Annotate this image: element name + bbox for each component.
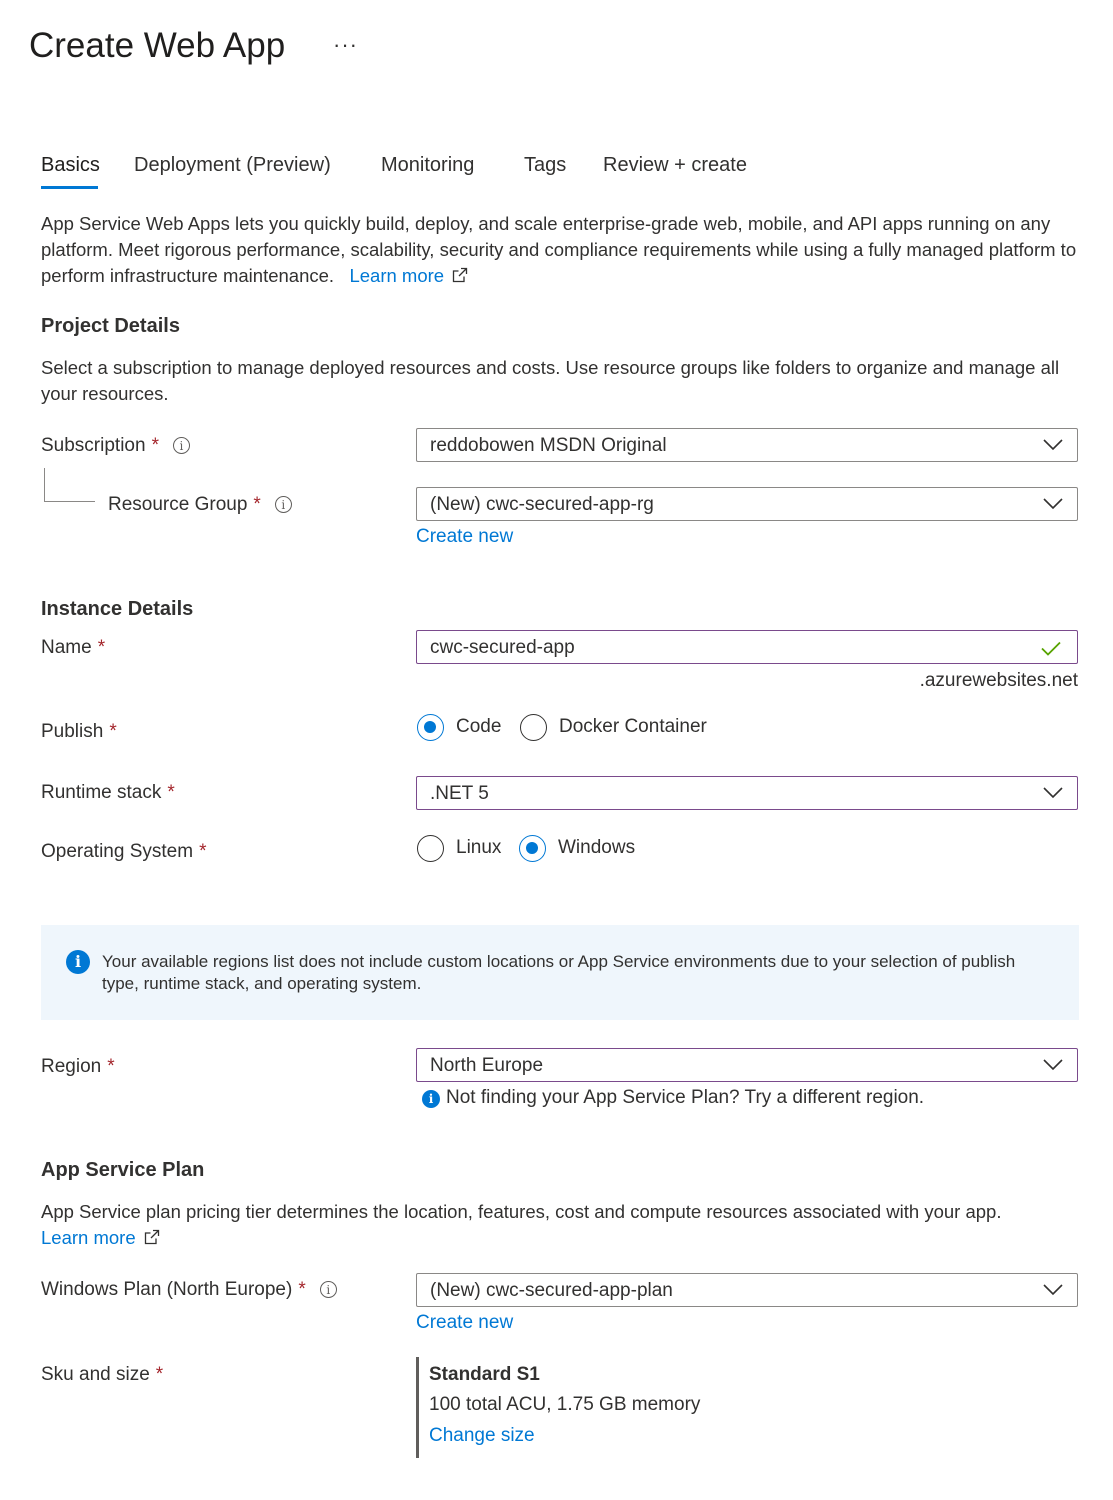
app-service-plan-heading: App Service Plan (41, 1159, 205, 1181)
tab-tags[interactable]: Tags (524, 154, 567, 176)
resource-group-label-text: Resource Group (108, 494, 248, 515)
resource-group-label (108, 494, 292, 516)
app-service-plan-description (41, 1199, 1086, 1251)
info-icon[interactable]: i (173, 437, 190, 454)
app-service-plan-description-text: App Service plan pricing tier determines the location, features, cost and compute resources associated with your app. (41, 1201, 1002, 1222)
intro-paragraph (41, 211, 1086, 289)
publish-code-radio[interactable] (417, 714, 444, 741)
publish-label (41, 721, 117, 743)
subscription-label (41, 435, 190, 457)
sku-detail: 100 total ACU, 1.75 GB memory (429, 1394, 701, 1415)
publish-code-label[interactable]: Code (456, 716, 502, 737)
sku-size-label (41, 1364, 163, 1386)
publish-docker-label[interactable]: Docker Container (559, 716, 707, 737)
instance-details-heading: Instance Details (41, 598, 194, 620)
intro-text: App Service Web Apps lets you quickly build, deploy, and scale enterprise-grade web, mobile, and API apps running on any platform. Meet rigorous performance, scalability, security and compliance requirements while using a fully managed platform to perform infrastructure maintenance. (41, 213, 1077, 286)
operating-system-label (41, 841, 206, 863)
resource-group-dropdown[interactable] (416, 487, 1078, 521)
os-windows-radio[interactable] (519, 835, 546, 862)
chevron-down-icon (1043, 1059, 1063, 1071)
tree-connector (44, 468, 96, 504)
more-options-button[interactable]: ··· (333, 32, 358, 57)
info-icon[interactable]: i (275, 496, 292, 513)
region-notice-box (41, 925, 1079, 1020)
name-label (41, 637, 105, 659)
chevron-down-icon (1043, 1284, 1063, 1296)
tab-review-create[interactable]: Review + create (603, 154, 747, 176)
chevron-down-icon (1043, 498, 1063, 510)
required-asterisk: * (167, 782, 175, 803)
required-asterisk: * (199, 841, 207, 862)
required-asterisk: * (298, 1279, 306, 1300)
os-linux-radio[interactable] (417, 835, 444, 862)
required-asterisk: * (109, 721, 117, 742)
region-value: North Europe (430, 1055, 544, 1076)
region-hint: Not finding your App Service Plan? Try a different region. (446, 1087, 925, 1108)
plan-learn-more-label[interactable]: Learn more (41, 1227, 136, 1248)
tab-basics[interactable]: Basics (41, 154, 100, 176)
change-size-link[interactable]: Change size (429, 1425, 535, 1446)
create-new-resource-group-link[interactable]: Create new (416, 526, 514, 547)
sku-size-label-text: Sku and size (41, 1364, 150, 1385)
sku-accent-bar (416, 1357, 419, 1458)
publish-label-text: Publish (41, 721, 104, 742)
runtime-stack-label (41, 782, 175, 804)
runtime-stack-value: .NET 5 (430, 783, 489, 804)
learn-more-link[interactable] (349, 265, 468, 286)
project-details-description: Select a subscription to manage deployed resources and costs. Use resource groups like folders to organize and manage all your resources. (41, 357, 1060, 404)
windows-plan-value: (New) cwc-secured-app-plan (430, 1280, 673, 1301)
required-asterisk: * (155, 1364, 164, 1385)
name-label-text: Name (41, 637, 92, 658)
windows-plan-dropdown[interactable] (416, 1273, 1078, 1307)
windows-plan-label-text: Windows Plan (North Europe) (41, 1279, 293, 1300)
external-link-icon (452, 267, 468, 283)
chevron-down-icon (1043, 439, 1063, 451)
info-filled-icon: i (66, 950, 90, 974)
required-asterisk: * (253, 494, 261, 515)
checkmark-icon (1041, 641, 1061, 656)
create-new-plan-link[interactable]: Create new (416, 1312, 514, 1333)
active-tab-indicator (41, 186, 98, 189)
windows-plan-label (41, 1279, 337, 1301)
name-input[interactable] (416, 630, 1078, 664)
region-label (41, 1056, 115, 1078)
tab-monitoring[interactable]: Monitoring (381, 154, 475, 176)
sku-name: Standard S1 (429, 1364, 540, 1385)
required-asterisk: * (107, 1056, 115, 1077)
subscription-dropdown[interactable] (416, 428, 1078, 462)
runtime-stack-dropdown[interactable] (416, 776, 1078, 810)
runtime-stack-label-text: Runtime stack (41, 782, 162, 803)
chevron-down-icon (1043, 787, 1063, 799)
info-filled-icon: i (422, 1090, 440, 1108)
page-title: Create Web App (29, 26, 286, 65)
os-linux-label[interactable]: Linux (456, 837, 502, 858)
required-asterisk: * (151, 435, 159, 456)
plan-learn-more-link[interactable] (41, 1227, 160, 1248)
publish-docker-radio[interactable] (520, 714, 547, 741)
subscription-value: reddobowen MSDN Original (430, 435, 667, 456)
name-value: cwc-secured-app (430, 637, 575, 658)
operating-system-label-text: Operating System (41, 841, 194, 862)
os-windows-label[interactable]: Windows (558, 837, 636, 858)
project-details-heading: Project Details (41, 315, 180, 337)
domain-suffix: .azurewebsites.net (919, 670, 1078, 691)
resource-group-value: (New) cwc-secured-app-rg (430, 494, 654, 515)
learn-more-label[interactable]: Learn more (349, 265, 445, 286)
required-asterisk: * (97, 637, 106, 658)
region-label-text: Region (41, 1056, 102, 1077)
region-notice-text: Your available regions list does not include custom locations or App Service environments due to your selection of publish type, runtime stack, and operating system. (102, 952, 1016, 993)
info-icon[interactable]: i (320, 1281, 337, 1298)
subscription-label-text: Subscription (41, 435, 146, 456)
external-link-icon (144, 1229, 160, 1245)
tab-deployment[interactable]: Deployment (Preview) (134, 154, 331, 176)
region-dropdown[interactable] (416, 1048, 1078, 1082)
